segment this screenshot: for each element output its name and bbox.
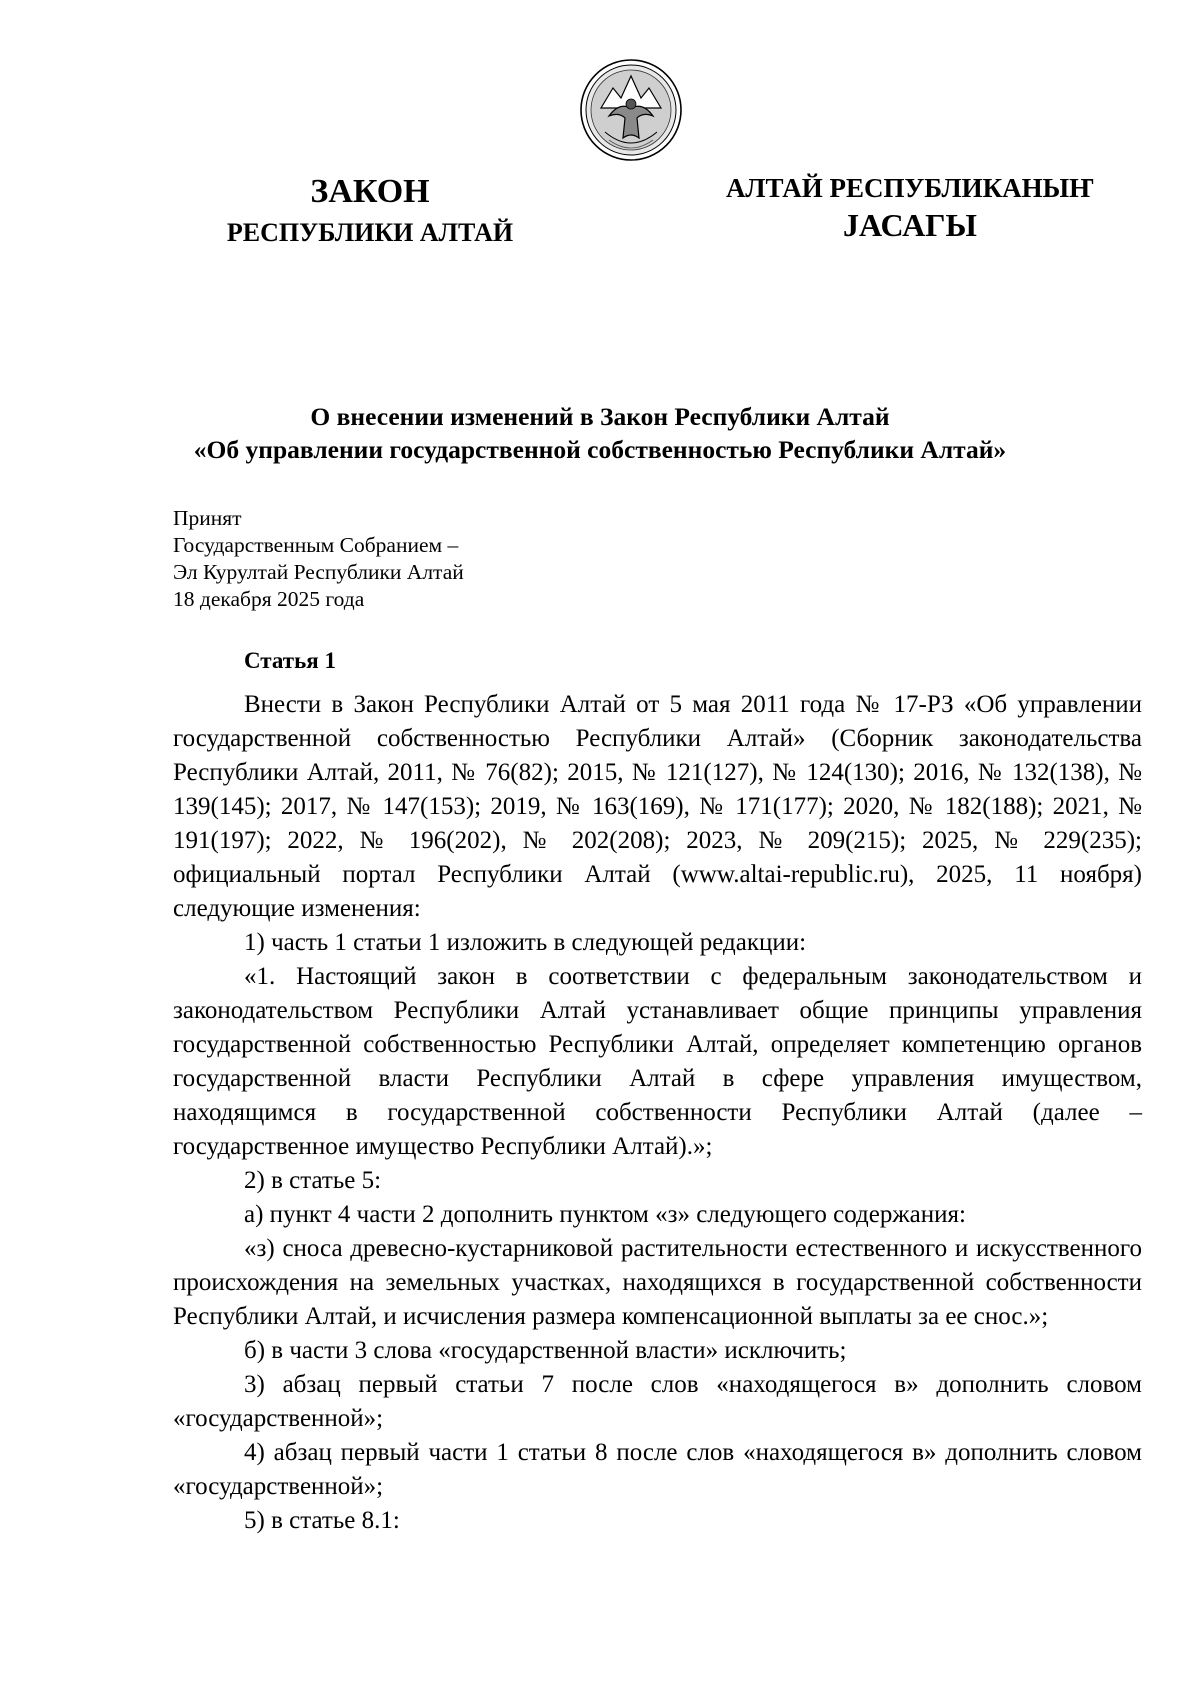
paragraph: 5) в статье 8.1: — [244, 1507, 400, 1534]
adoption-block — [173, 505, 464, 613]
header-left-subtitle: РЕСПУБЛИКИ АЛТАЙ — [226, 217, 514, 247]
article-body — [173, 688, 1142, 1538]
adoption-date: 18 декабря 2025 года — [173, 587, 365, 611]
title-line-1: О внесении изменений в Закон Республики Алтай — [310, 402, 890, 431]
paragraph: а) пункт 4 части 2 дополнить пунктом «з» следующего содержания: — [244, 1201, 966, 1228]
paragraph: 1) часть 1 статьи 1 изложить в следующей редакции: — [244, 929, 807, 956]
header-left — [170, 172, 570, 248]
paragraph: 4) абзац первый части 1 статьи 8 после слов «находящегося в» дополнить словом «государственной»; — [173, 1439, 1142, 1500]
article-heading: Статья 1 — [244, 648, 336, 673]
paragraph: «з) сноса древесно-кустарниковой растительности естественного и искусственного происхождения на земельных участках, находящихся в государственной собственности Республики Алтай, и исчисления размера компенсационной выплаты за ее снос.»; — [173, 1235, 1142, 1330]
adoption-line-1: Принят — [173, 506, 242, 530]
paragraph: б) в части 3 слова «государственной власти» исключить; — [244, 1337, 847, 1364]
paragraph: 3) абзац первый статьи 7 после слов «находящегося в» дополнить словом «государственной»; — [173, 1371, 1142, 1432]
paragraph: Внести в Закон Республики Алтай от 5 мая 2011 года № 17-РЗ «Об управлении государственной собственностью Республики Алтай» (Сборник законодательства Республики Алтай, 2011, № 76(82); 2015, № 121(127), № 124(130); 2016, № 132(138), № 139(145); 2017, № 147(153); 2019, № 163(169), № 171(177); 2020, № 182(188); 2021, № 191(197); 2022, № 196(202), № 202(208); 2023, № 209(215); 2025, № 229(235); официальный портал Республики Алтай (www.altai-republic.ru), 2025, 11 ноября) следующие изменения: — [173, 691, 1142, 922]
title-line-2: «Об управлении государственной собственностью Республики Алтай» — [193, 435, 1007, 464]
header-right-subtitle: АЛТАЙ РЕСПУБЛИКАНЫҤ — [725, 173, 1095, 203]
adoption-line-3: Эл Курултай Республики Алтай — [173, 560, 464, 584]
paragraph: «1. Настоящий закон в соответствии с федеральным законодательством и законодательством Республики Алтай устанавливает общие принципы управления государственной собственностью Республики Алтай, определяет компетенцию органов государственной власти Республики Алтай в сфере управления имуществом, находящимся в государственной собственности Республики Алтай (далее – государственное имущество Республики Алтай).»; — [173, 963, 1142, 1160]
header-left-title: ЗАКОН — [310, 173, 430, 210]
header-right — [680, 172, 1140, 245]
paragraph: 2) в статье 5: — [244, 1167, 382, 1194]
header-right-title: ЈАСАГЫ — [843, 207, 977, 244]
adoption-line-2: Государственным Собранием – — [173, 533, 459, 557]
document-title — [120, 400, 1080, 466]
coat-of-arms-emblem — [579, 58, 683, 162]
